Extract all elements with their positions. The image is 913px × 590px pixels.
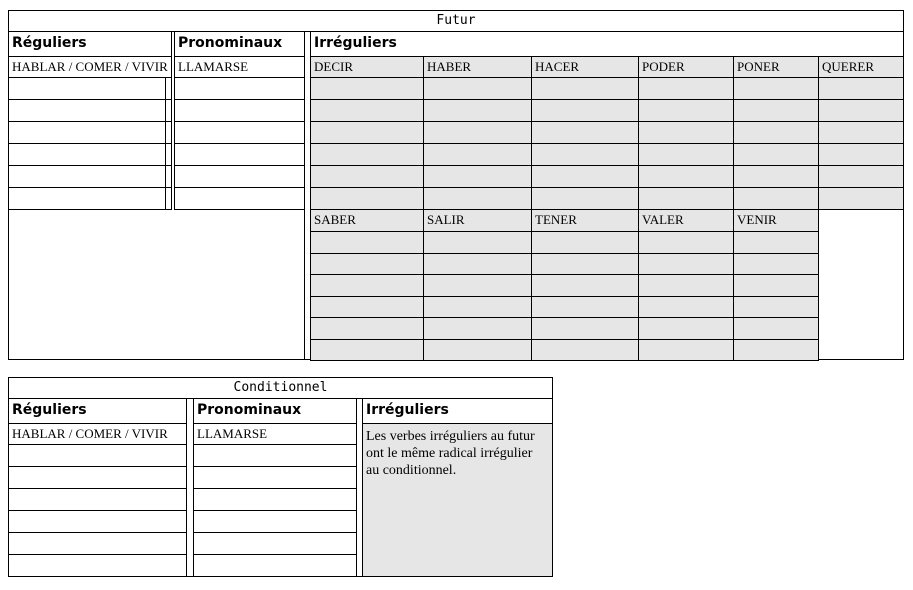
conditionnel-irreguliers-header: Irréguliers bbox=[362, 398, 553, 424]
futur-irreguliers-blank-cell bbox=[733, 187, 819, 210]
futur-irr-tener: TENER bbox=[531, 209, 639, 232]
futur-irr-poner: PONER bbox=[733, 56, 819, 78]
futur-irreguliers-blank-cell bbox=[310, 231, 424, 254]
futur-irreguliers-blank-cell bbox=[733, 274, 819, 297]
futur-irreguliers-blank-cell bbox=[310, 143, 424, 166]
futur-reguliers-blank-cell bbox=[8, 77, 172, 100]
futur-pronominaux-divider bbox=[304, 210, 305, 360]
conditionnel-reguliers-blank-cell bbox=[8, 488, 187, 511]
futur-irreguliers-blank-cell bbox=[733, 253, 819, 276]
conditionnel-title: Conditionnel bbox=[8, 377, 553, 399]
futur-irreguliers-blank-cell bbox=[423, 274, 532, 297]
futur-irreguliers-blank-cell bbox=[531, 165, 639, 188]
futur-irreguliers-blank-cell bbox=[423, 296, 532, 319]
futur-reguliers-blank-cell bbox=[8, 121, 172, 144]
futur-irreguliers-blank-cell bbox=[733, 317, 819, 340]
futur-irreguliers-blank-cell bbox=[638, 143, 734, 166]
conditionnel-irreguliers-note: Les verbes irréguliers au futur ont le même radical irrégulier au conditionnel. bbox=[362, 423, 553, 577]
futur-pronominaux-blank-cell bbox=[174, 187, 305, 210]
conditionnel-pronominaux-verbs: LLAMARSE bbox=[193, 423, 357, 445]
futur-irreguliers-blank-cell bbox=[310, 253, 424, 276]
futur-pronominaux-header: Pronominaux bbox=[174, 31, 305, 57]
futur-irreguliers-blank-cell bbox=[638, 339, 734, 362]
futur-irr-venir: VENIR bbox=[733, 209, 819, 232]
futur-irreguliers-blank-cell bbox=[531, 121, 639, 144]
futur-reguliers-header: Réguliers bbox=[8, 31, 172, 57]
futur-irreguliers-blank-cell bbox=[310, 339, 424, 362]
futur-irreguliers-blank-cell bbox=[733, 143, 819, 166]
conditionnel-pronominaux-blank-cell bbox=[193, 466, 357, 489]
futur-irreguliers-blank-cell bbox=[423, 143, 532, 166]
futur-irreguliers-blank-cell bbox=[733, 231, 819, 254]
futur-irr-poder: PODER bbox=[638, 56, 734, 78]
futur-irreguliers-blank-cell bbox=[310, 296, 424, 319]
futur-irr-salir: SALIR bbox=[423, 209, 532, 232]
futur-irreguliers-blank-cell bbox=[531, 231, 639, 254]
futur-reguliers-blank-cell bbox=[8, 143, 172, 166]
conditionnel-pronominaux-blank-cell bbox=[193, 554, 357, 577]
futur-irr-decir: DECIR bbox=[310, 56, 424, 78]
futur-irreguliers-blank-cell bbox=[818, 165, 904, 188]
futur-irreguliers-blank-cell bbox=[531, 187, 639, 210]
futur-irreguliers-blank-cell bbox=[638, 296, 734, 319]
futur-reguliers-blank-cell bbox=[8, 99, 172, 122]
futur-irreguliers-blank-cell bbox=[733, 121, 819, 144]
futur-irreguliers-blank-cell bbox=[531, 339, 639, 362]
futur-irreguliers-header: Irréguliers bbox=[310, 31, 904, 57]
futur-title: Futur bbox=[8, 10, 904, 32]
futur-irreguliers-blank-cell bbox=[638, 99, 734, 122]
futur-irreguliers-blank-cell bbox=[531, 99, 639, 122]
conditionnel-pronominaux-blank-cell bbox=[193, 444, 357, 467]
futur-irreguliers-blank-cell bbox=[638, 165, 734, 188]
futur-irreguliers-blank-cell bbox=[423, 317, 532, 340]
futur-irr-saber: SABER bbox=[310, 209, 424, 232]
futur-irreguliers-blank-cell bbox=[531, 253, 639, 276]
futur-irreguliers-blank-cell bbox=[638, 187, 734, 210]
futur-reguliers-verbs: HABLAR / COMER / VIVIR bbox=[8, 56, 172, 78]
futur-irr-haber: HABER bbox=[423, 56, 532, 78]
futur-irreguliers-blank-cell bbox=[531, 317, 639, 340]
conditionnel-reguliers-blank-cell bbox=[8, 532, 187, 555]
futur-pronominaux-blank-cell bbox=[174, 143, 305, 166]
futur-irreguliers-blank-cell bbox=[818, 121, 904, 144]
futur-pronominaux-blank-cell bbox=[174, 121, 305, 144]
futur-irreguliers-blank-cell bbox=[818, 143, 904, 166]
futur-irreguliers-blank-cell bbox=[423, 187, 532, 210]
conditionnel-reguliers-verbs: HABLAR / COMER / VIVIR bbox=[8, 423, 187, 445]
futur-irr-hacer: HACER bbox=[531, 56, 639, 78]
futur-irreguliers-blank-cell bbox=[310, 274, 424, 297]
futur-irreguliers-blank-cell bbox=[531, 296, 639, 319]
conditionnel-pronominaux-blank-cell bbox=[193, 532, 357, 555]
futur-irreguliers-blank-cell bbox=[531, 143, 639, 166]
conditionnel-pronominaux-header: Pronominaux bbox=[193, 398, 357, 424]
conditionnel-reguliers-blank-cell bbox=[8, 466, 187, 489]
futur-irreguliers-blank-cell bbox=[310, 317, 424, 340]
conditionnel-reguliers-blank-cell bbox=[8, 510, 187, 533]
futur-irr-valer: VALER bbox=[638, 209, 734, 232]
futur-reguliers-blank-cell bbox=[8, 165, 172, 188]
futur-irreguliers-blank-cell bbox=[733, 296, 819, 319]
conditionnel-reguliers-blank-cell bbox=[8, 444, 187, 467]
futur-irreguliers-blank-cell bbox=[310, 99, 424, 122]
futur-irreguliers-blank-cell bbox=[423, 121, 532, 144]
conditionnel-pronominaux-blank-cell bbox=[193, 488, 357, 511]
futur-irreguliers-blank-cell bbox=[638, 231, 734, 254]
futur-irreguliers-blank-cell bbox=[423, 77, 532, 100]
futur-irreguliers-blank-cell bbox=[733, 339, 819, 362]
futur-pronominaux-verbs: LLAMARSE bbox=[174, 56, 305, 78]
conditionnel-reguliers-header: Réguliers bbox=[8, 398, 187, 424]
futur-pronominaux-blank-cell bbox=[174, 99, 305, 122]
futur-irreguliers-blank-cell bbox=[423, 339, 532, 362]
futur-reguliers-divider bbox=[165, 77, 166, 210]
futur-irreguliers-blank-cell bbox=[638, 274, 734, 297]
futur-irreguliers-blank-cell bbox=[423, 231, 532, 254]
futur-irreguliers-blank-cell bbox=[531, 77, 639, 100]
futur-irr-querer: QUERER bbox=[818, 56, 904, 78]
futur-pronominaux-blank-cell bbox=[174, 165, 305, 188]
futur-irreguliers-blank-cell bbox=[423, 165, 532, 188]
conditionnel-pronominaux-blank-cell bbox=[193, 510, 357, 533]
futur-irreguliers-blank-cell bbox=[310, 77, 424, 100]
futur-irreguliers-blank-cell bbox=[818, 187, 904, 210]
futur-irreguliers-blank-cell bbox=[310, 121, 424, 144]
futur-pronominaux-blank-cell bbox=[174, 77, 305, 100]
futur-irreguliers-blank-cell bbox=[423, 99, 532, 122]
futur-irreguliers-blank-cell bbox=[733, 77, 819, 100]
futur-irreguliers-blank-cell bbox=[310, 187, 424, 210]
conditionnel-reguliers-blank-cell bbox=[8, 554, 187, 577]
futur-irreguliers-blank-cell bbox=[733, 99, 819, 122]
futur-irreguliers-blank-cell bbox=[638, 77, 734, 100]
futur-reguliers-blank-cell bbox=[8, 187, 172, 210]
futur-irreguliers-blank-cell bbox=[733, 165, 819, 188]
futur-irreguliers-blank-cell bbox=[818, 99, 904, 122]
futur-irreguliers-blank-cell bbox=[818, 77, 904, 100]
futur-irreguliers-blank-cell bbox=[638, 253, 734, 276]
futur-irreguliers-blank-cell bbox=[638, 121, 734, 144]
futur-irreguliers-blank-cell bbox=[310, 165, 424, 188]
futur-irreguliers-blank-cell bbox=[638, 317, 734, 340]
futur-irreguliers-blank-cell bbox=[531, 274, 639, 297]
futur-irreguliers-blank-cell bbox=[423, 253, 532, 276]
